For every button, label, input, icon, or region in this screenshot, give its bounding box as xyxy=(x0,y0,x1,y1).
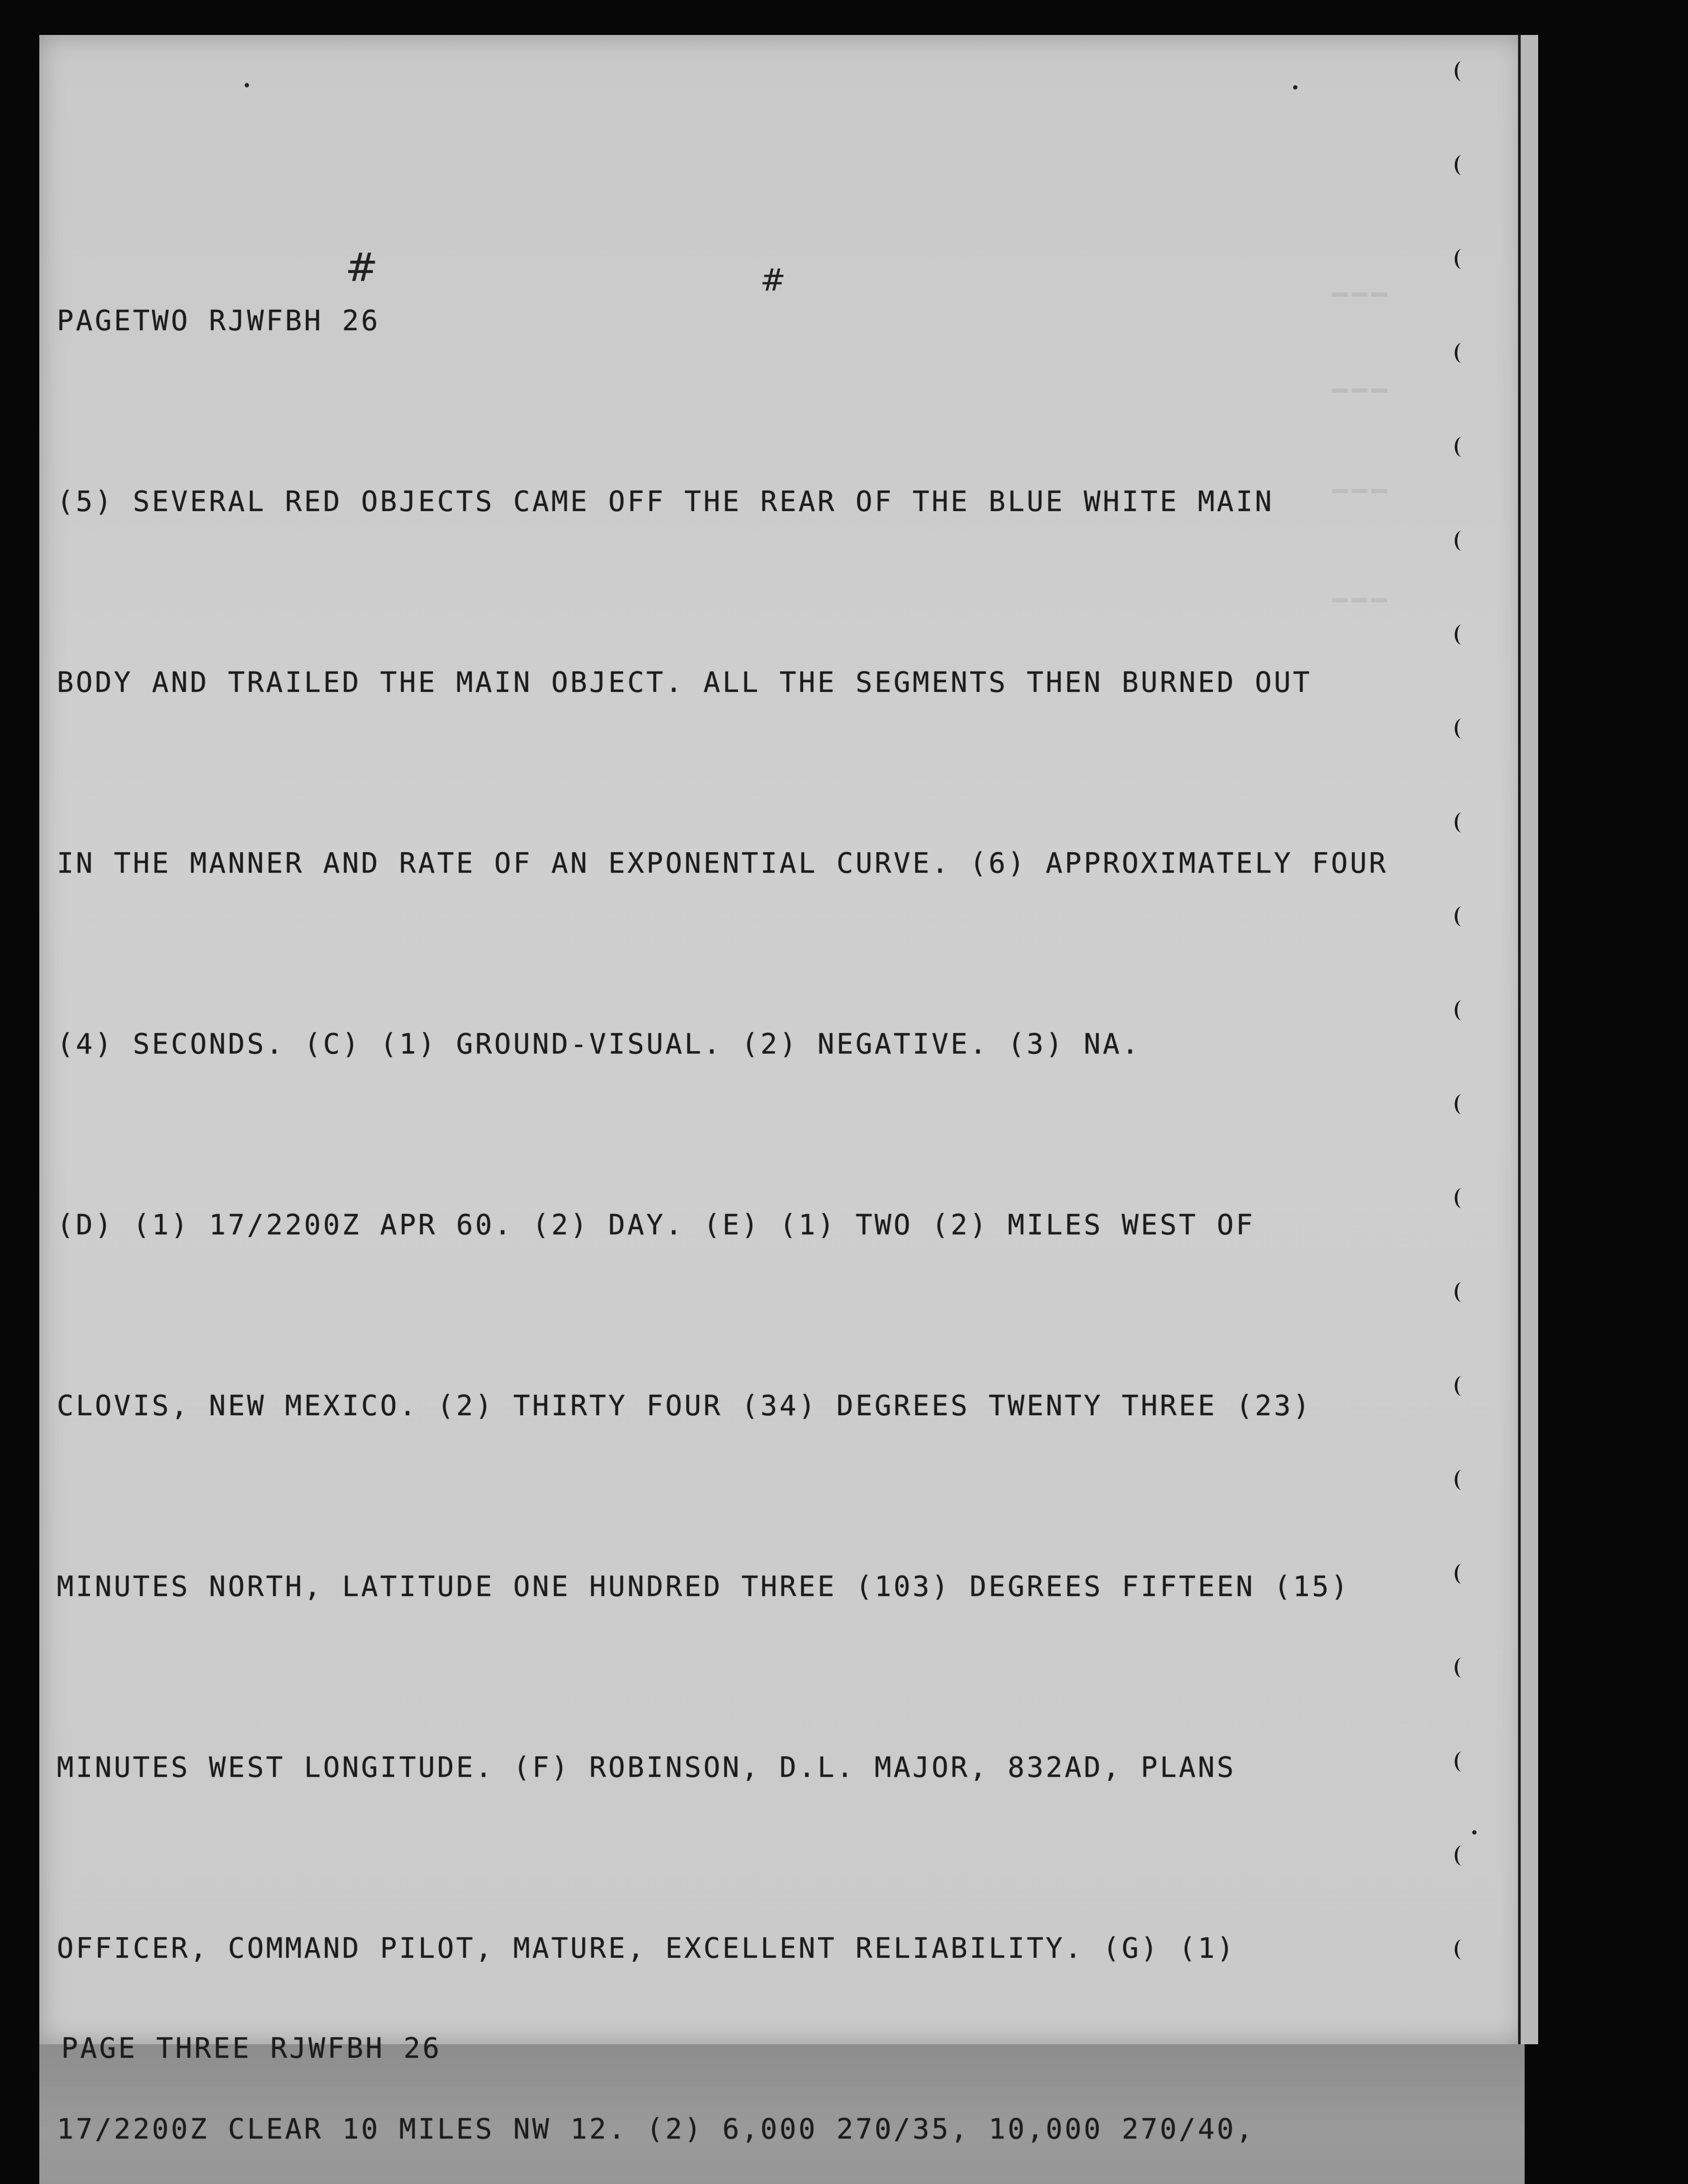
feed-hole-icon xyxy=(1455,719,1469,739)
feed-holes xyxy=(1450,57,1485,2044)
speck xyxy=(1293,85,1297,90)
feed-hole-icon xyxy=(1455,343,1469,363)
feed-hole-icon xyxy=(1455,1752,1469,1772)
paper-margin-strip xyxy=(1521,35,1538,2044)
feed-hole-icon xyxy=(1455,1939,1469,1959)
feed-hole-icon xyxy=(1455,249,1469,269)
text-line: (D) (1) 17/2200Z APR 60. (2) DAY. (E) (1) TWO (2) MILES WEST OF xyxy=(57,1209,1255,1241)
text-line: CLOVIS, NEW MEXICO. (2) THIRTY FOUR (34) DEGREES TWENTY THREE (23) xyxy=(57,1390,1312,1422)
text-line: MINUTES WEST LONGITUDE. (F) ROBINSON, D.L. MAJOR, 832AD, PLANS xyxy=(57,1752,1236,1784)
text-line: OFFICER, COMMAND PILOT, MATURE, EXCELLENT RELIABILITY. (G) (1) xyxy=(57,1932,1236,1965)
feed-hole-icon xyxy=(1455,437,1469,457)
bleed-through-text: ━━━ xyxy=(1332,585,1391,615)
bleed-through-text: ━━━ xyxy=(1332,476,1391,506)
feed-hole-icon xyxy=(1455,531,1469,551)
text-line: 17/2200Z CLEAR 10 MILES NW 12. (2) 6,000 270/35, 10,000 270/40, xyxy=(57,2113,1255,2146)
feed-hole-icon xyxy=(1455,812,1469,833)
feed-hole-icon xyxy=(1455,1845,1469,1866)
text-line: (4) SECONDS. (C) (1) GROUND-VISUAL. (2) NEGATIVE. (3) NA. xyxy=(57,1028,1141,1061)
page-two-header: PAGETWO RJWFBH 26 xyxy=(57,305,380,337)
feed-hole-icon xyxy=(1455,1658,1469,1678)
text-line: MINUTES NORTH, LATITUDE ONE HUNDRED THREE (103) DEGREES FIFTEEN (15) xyxy=(57,1571,1350,1603)
feed-hole-icon xyxy=(1455,61,1469,81)
text-line: (5) SEVERAL RED OBJECTS CAME OFF THE REAR OF THE BLUE WHITE MAIN xyxy=(57,486,1274,518)
feed-hole-icon xyxy=(1455,1188,1469,1208)
page-three-body xyxy=(61,1898,1335,2184)
feed-hole-icon xyxy=(1455,906,1469,926)
text-line: BODY AND TRAILED THE MAIN OBJECT. ALL THE SEGMENTS THEN BURNED OUT xyxy=(57,667,1312,699)
bleed-through-text: ━━━ xyxy=(1332,376,1391,405)
handwritten-mark: # xyxy=(760,262,786,298)
handwritten-mark: # xyxy=(345,245,378,290)
feed-hole-icon xyxy=(1455,1564,1469,1584)
feed-hole-icon xyxy=(1455,1376,1469,1396)
feed-hole-icon xyxy=(1455,625,1469,645)
feed-hole-icon xyxy=(1455,1282,1469,1302)
text-line: IN THE MANNER AND RATE OF AN EXPONENTIAL CURVE. (6) APPROXIMATELY FOUR xyxy=(57,847,1388,880)
speck xyxy=(245,83,249,87)
feed-hole-icon xyxy=(1455,1000,1469,1020)
feed-hole-icon xyxy=(1455,1094,1469,1114)
feed-hole-icon xyxy=(1455,1470,1469,1490)
speck xyxy=(1472,1830,1477,1835)
page-three-header: PAGE THREE RJWFBH 26 xyxy=(61,2032,442,2065)
page-two-body xyxy=(57,170,1455,2184)
feed-hole-icon xyxy=(1455,155,1469,175)
bleed-through-text: ━━━ xyxy=(1332,280,1391,309)
